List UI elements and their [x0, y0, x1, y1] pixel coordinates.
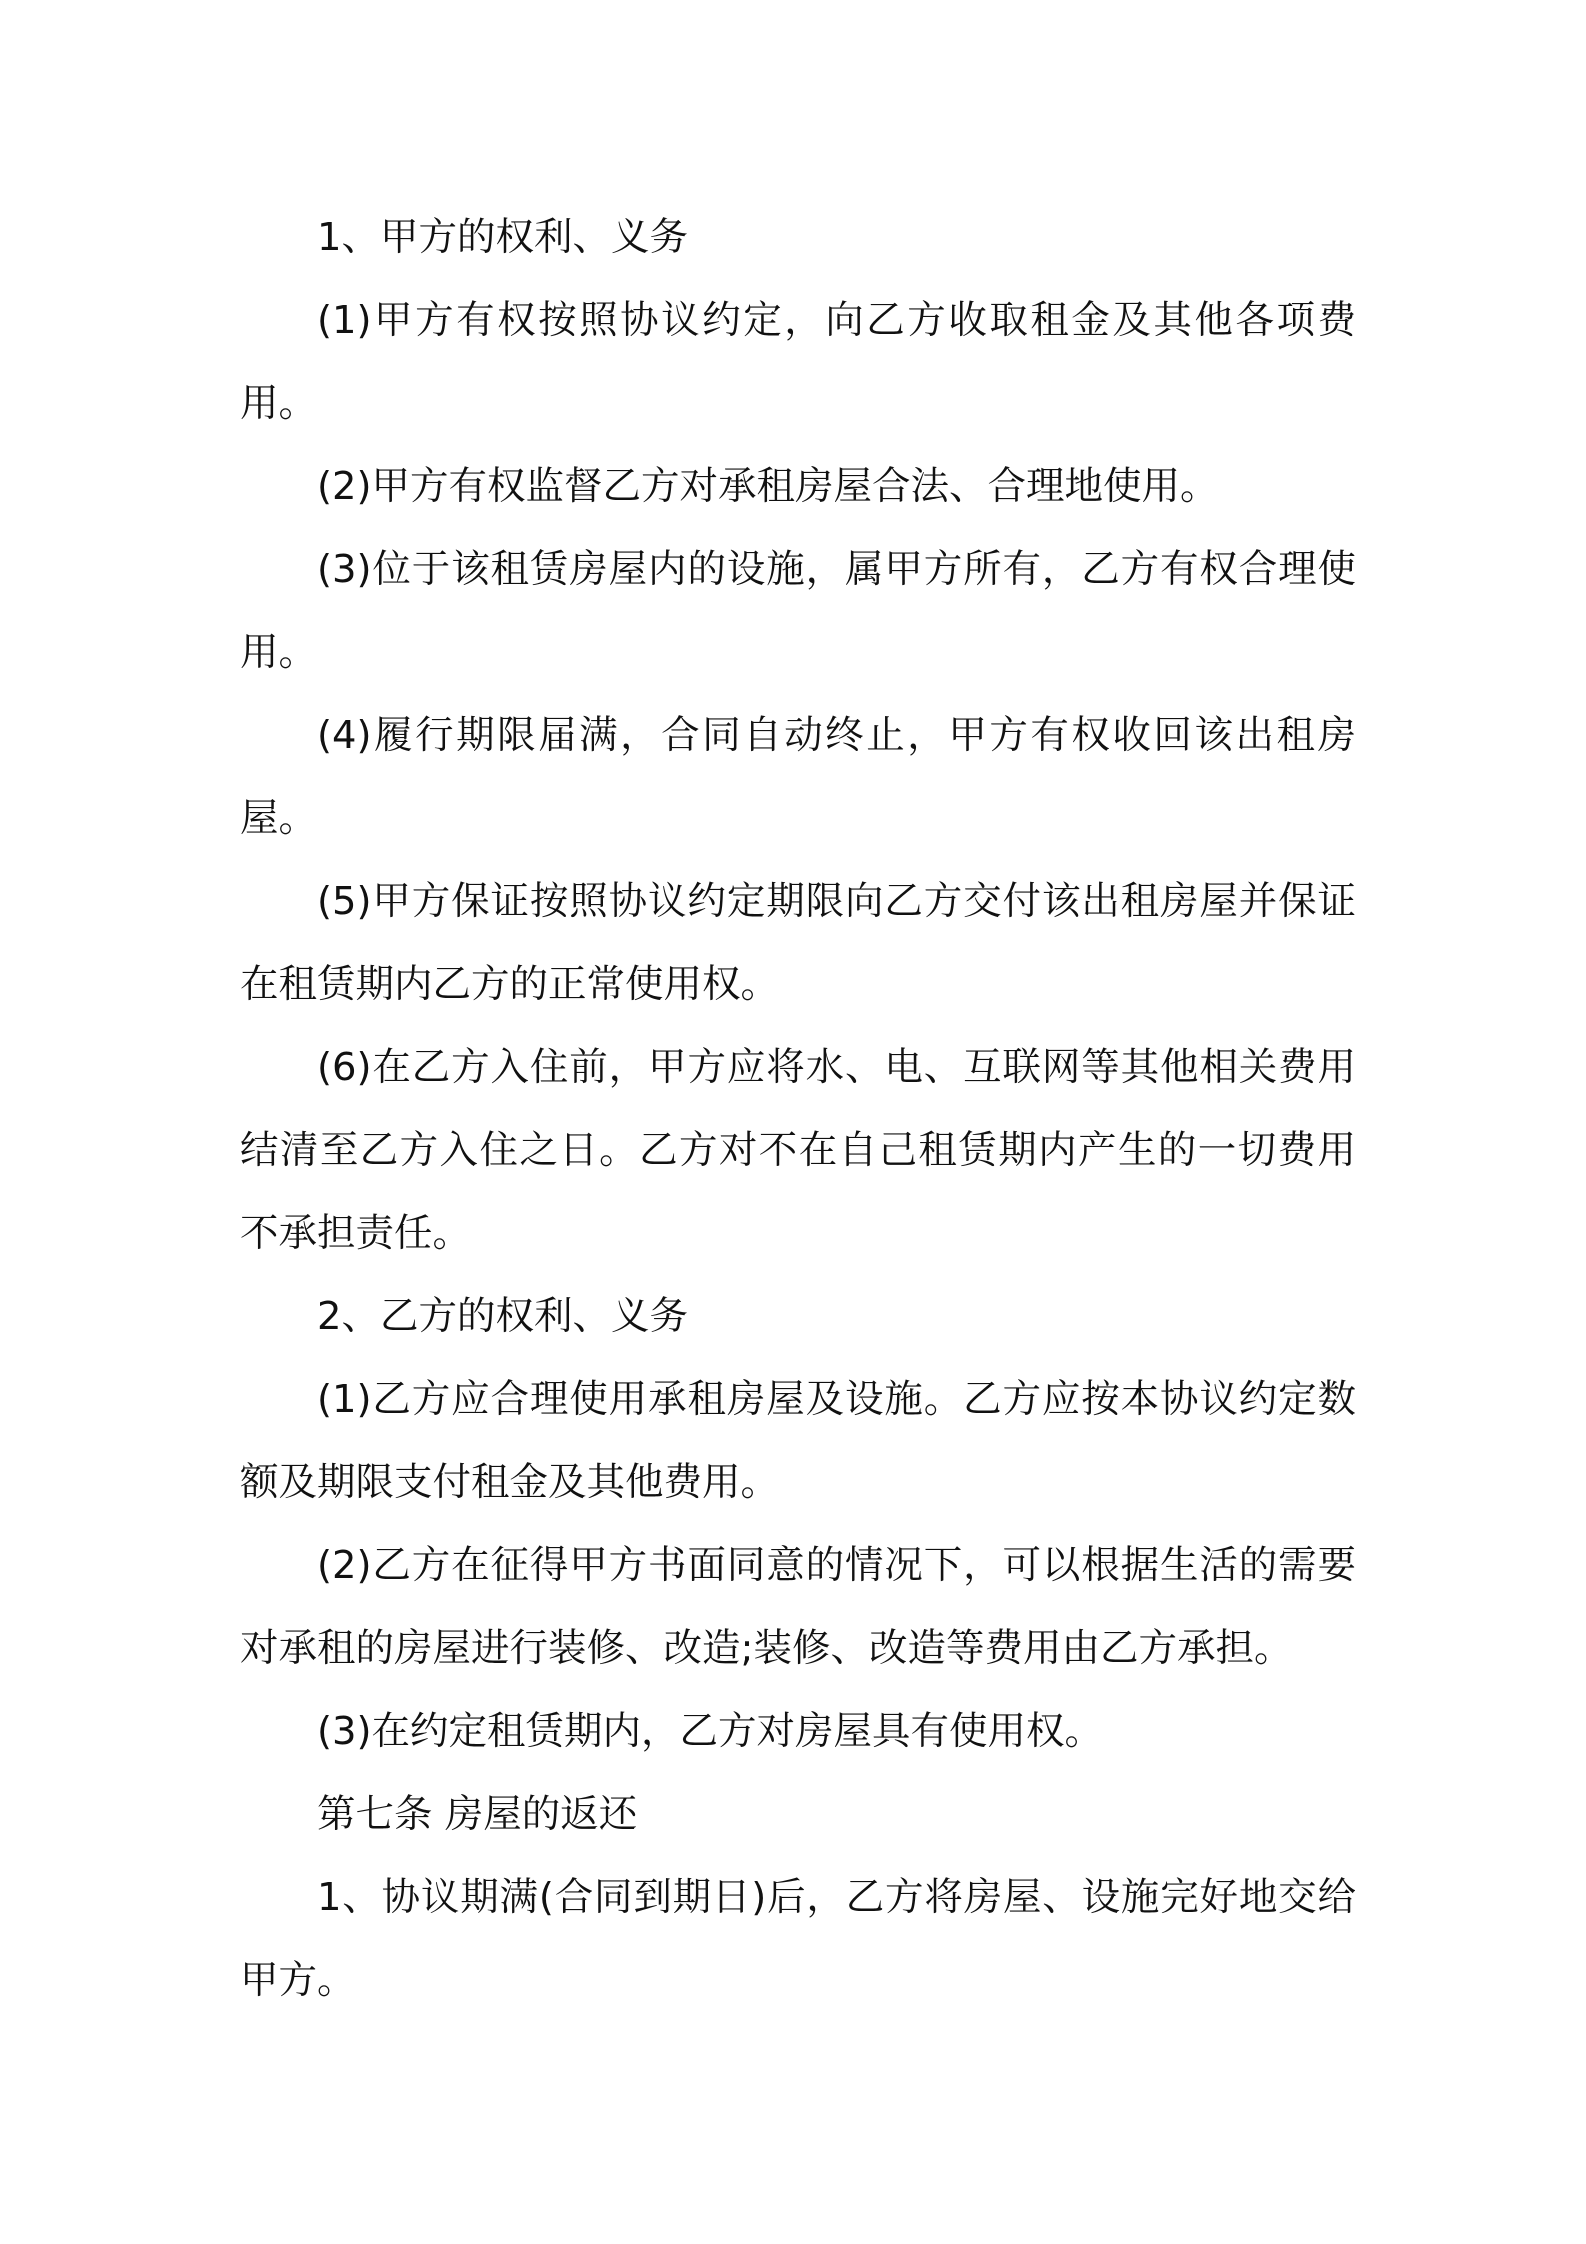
clause-heading-party-a: 1、甲方的权利、义务 [317, 215, 688, 260]
clause-item: (3)在约定租赁期内，乙方对房屋具有使用权。 [317, 1709, 1104, 1754]
clause-item: 1、协议期满(合同到期日)后，乙方将房屋、设施完好地交给甲方。 [240, 1875, 1356, 2003]
clause-item: (2)甲方有权监督乙方对承租房屋合法、合理地使用。 [317, 464, 1219, 509]
clause-item: (2)乙方在征得甲方书面同意的情况下，可以根据生活的需要对承租的房屋进行装修、改造;装修、改造等费用由乙方承担。 [240, 1543, 1356, 1671]
clause-item: (6)在乙方入住前，甲方应将水、电、互联网等其他相关费用结清至乙方入住之日。乙方对不在自己租赁期内产生的一切费用不承担责任。 [240, 1045, 1356, 1256]
clause-item: (5)甲方保证按照协议约定期限向乙方交付该出租房屋并保证在租赁期内乙方的正常使用权。 [240, 879, 1356, 1007]
clause-heading-party-b: 2、乙方的权利、义务 [317, 1294, 688, 1339]
clause-item: (3)位于该租赁房屋内的设施，属甲方所有，乙方有权合理使用。 [240, 547, 1356, 675]
article-heading: 第七条 房屋的返还 [317, 1792, 638, 1837]
clause-item: (1)乙方应合理使用承租房屋及设施。乙方应按本协议约定数额及期限支付租金及其他费用。 [240, 1377, 1356, 1505]
clause-item: (1)甲方有权按照协议约定，向乙方收取租金及其他各项费用。 [240, 298, 1356, 426]
document-body [240, 196, 1356, 2022]
clause-item: (4)履行期限届满，合同自动终止，甲方有权收回该出租房屋。 [240, 713, 1356, 841]
